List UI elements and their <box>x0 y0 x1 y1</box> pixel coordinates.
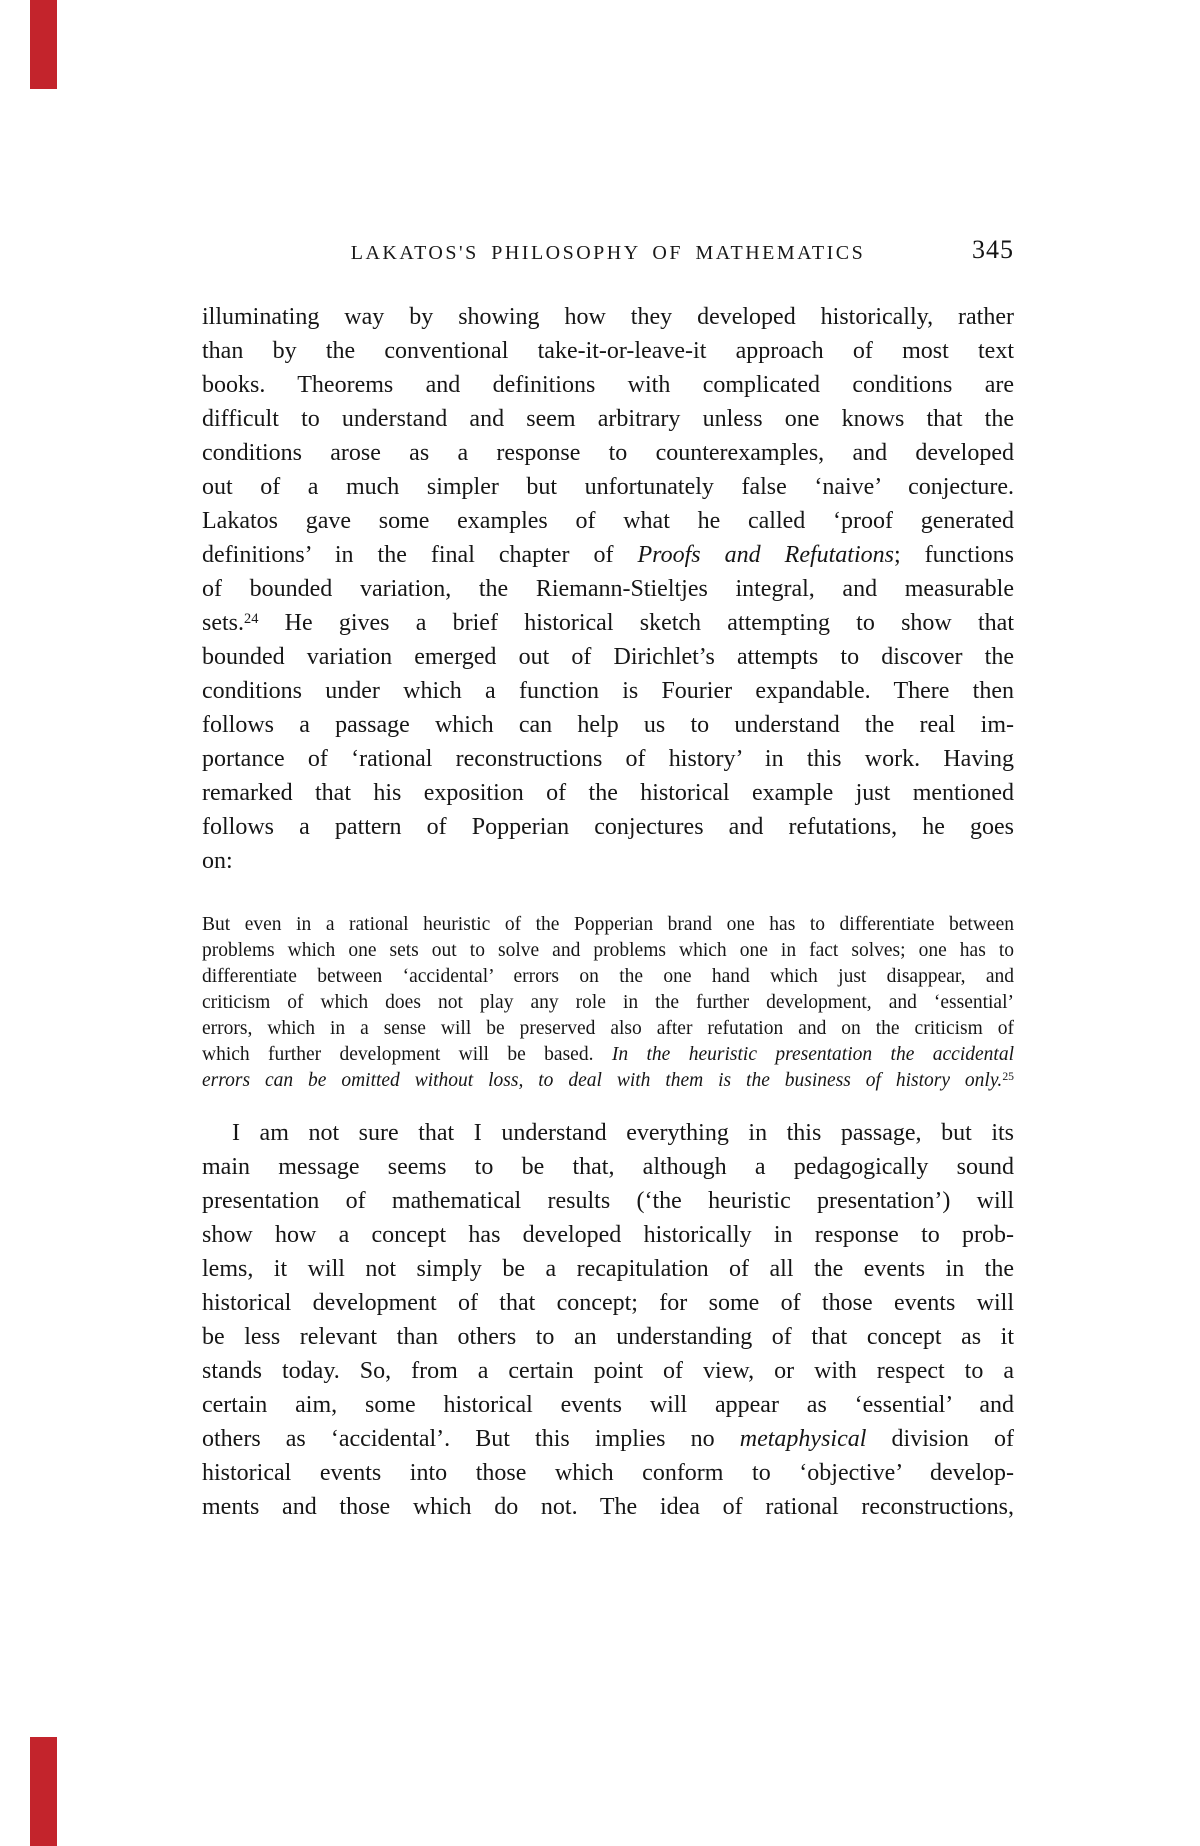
text-line <box>202 606 1014 640</box>
text-line <box>202 674 1014 708</box>
text-segment: main message seems to be that, although a pedagogically sound <box>202 1154 1014 1180</box>
text-segment: lems, it will not simply be a recapitulation of all the events in the <box>202 1256 1014 1282</box>
text-segment: bounded variation emerged out of Dirichlet’s attempts to discover the <box>202 644 1014 670</box>
text-segment: on: <box>202 848 233 874</box>
text-segment: presentation of mathematical results (‘the heuristic presentation’) will <box>202 1188 1014 1214</box>
text-segment: ; functions <box>893 542 1014 568</box>
text-line <box>202 708 1014 742</box>
text-line <box>202 1150 1014 1184</box>
text-segment: follows a pattern of Popperian conjectures and refutations, he goes <box>202 814 1014 840</box>
text-segment: portance of ‘rational reconstructions of history’ in this work. Having <box>202 746 1014 772</box>
book-title-italic: Proofs and Refutations <box>637 542 894 568</box>
page-number: 345 <box>972 235 1014 264</box>
text-segment: differentiate between ‘accidental’ errors on the one hand which just disappear, and <box>202 966 1014 987</box>
text-segment: show how a concept has developed historically in response to prob- <box>202 1222 1014 1248</box>
text-segment: Lakatos gave some examples of what he called ‘proof generated <box>202 508 1014 534</box>
footnote-marker-25: 25 <box>1002 1069 1014 1083</box>
text-line <box>202 1218 1014 1252</box>
footnote-marker-24: 24 <box>244 610 259 627</box>
italic-emphasis: errors can be omitted without loss, to deal with them is the business of history only. <box>202 1070 1003 1091</box>
text-line <box>202 640 1014 674</box>
block-quote <box>202 912 1014 1094</box>
text-segment: books. Theorems and definitions with complicated conditions are <box>202 372 1014 398</box>
italic-emphasis: metaphysical <box>739 1426 867 1452</box>
text-line <box>202 742 1014 776</box>
italic-emphasis: In the heuristic presentation the accidental <box>611 1044 1014 1065</box>
text-line <box>202 1490 1014 1524</box>
text-line <box>202 300 1014 334</box>
running-header <box>202 235 1014 274</box>
text-segment: certain aim, some historical events will appear as ‘essential’ and <box>202 1392 1014 1418</box>
text-segment: out of a much simpler but unfortunately false ‘naive’ conjecture. <box>202 474 1014 500</box>
text-segment: stands today. So, from a certain point of view, or with respect to a <box>202 1358 1014 1384</box>
text-line <box>202 1320 1014 1354</box>
text-line <box>202 1422 1014 1456</box>
text-line <box>202 436 1014 470</box>
text-segment: But even in a rational heuristic of the Popperian brand one has to differentiate between <box>202 914 1014 935</box>
quote-line <box>202 912 1014 938</box>
text-segment: historical events into those which conform to ‘objective’ develop- <box>202 1460 1014 1486</box>
text-segment: definitions’ in the final chapter of <box>202 542 638 568</box>
text-line <box>202 810 1014 844</box>
text-segment: errors, which in a sense will be preserved also after refutation and on the criticism of <box>202 1018 1014 1039</box>
text-segment: of bounded variation, the Riemann-Stieltjes integral, and measurable <box>202 576 1014 602</box>
quote-line <box>202 990 1014 1016</box>
text-line <box>202 334 1014 368</box>
text-segment: ments and those which do not. The idea of rational reconstructions, <box>202 1494 1014 1520</box>
text-segment: I am not sure that I understand everything in this passage, but its <box>232 1120 1014 1146</box>
text-segment: than by the conventional take-it-or-leave-it approach of most text <box>202 338 1014 364</box>
text-line <box>202 1286 1014 1320</box>
text-line <box>202 1388 1014 1422</box>
text-line <box>202 1354 1014 1388</box>
text-line <box>202 1456 1014 1490</box>
quote-line <box>202 1042 1014 1068</box>
quote-line <box>202 938 1014 964</box>
text-segment: He gives a brief historical sketch attempting to show that <box>258 610 1014 636</box>
text-line <box>202 776 1014 810</box>
red-scan-artifact-top <box>30 0 57 89</box>
quote-line <box>202 964 1014 990</box>
text-segment: remarked that his exposition of the historical example just mentioned <box>202 780 1014 806</box>
text-line <box>202 402 1014 436</box>
running-title: LAKATOS'S PHILOSOPHY OF MATHEMATICS <box>350 242 866 264</box>
text-segment: sets. <box>202 610 244 636</box>
text-segment: others as ‘accidental’. But this implies no <box>202 1426 740 1452</box>
text-segment: criticism of which does not play any role in the further development, and ‘essential’ <box>202 992 1014 1013</box>
text-segment: division of <box>866 1426 1014 1452</box>
quote-line <box>202 1068 1014 1094</box>
paragraph-2 <box>202 1116 1014 1524</box>
text-line <box>202 844 1014 878</box>
text-line <box>202 1252 1014 1286</box>
text-line <box>202 470 1014 504</box>
quote-line <box>202 1016 1014 1042</box>
red-scan-artifact-bottom <box>30 1737 57 1846</box>
text-segment: conditions under which a function is Fourier expandable. There then <box>202 678 1014 704</box>
text-segment: be less relevant than others to an understanding of that concept as it <box>202 1324 1014 1350</box>
text-segment: which further development will be based. <box>202 1044 612 1065</box>
text-line <box>202 504 1014 538</box>
text-line <box>202 538 1014 572</box>
text-line <box>202 572 1014 606</box>
text-line <box>202 1116 1014 1150</box>
text-segment: historical development of that concept; for some of those events will <box>202 1290 1014 1316</box>
text-segment: follows a passage which can help us to understand the real im- <box>202 712 1014 738</box>
text-segment: conditions arose as a response to counterexamples, and developed <box>202 440 1014 466</box>
text-line <box>202 368 1014 402</box>
paragraph-continuation <box>202 300 1014 878</box>
text-line <box>202 1184 1014 1218</box>
text-segment: difficult to understand and seem arbitrary unless one knows that the <box>202 406 1014 432</box>
text-segment: illuminating way by showing how they developed historically, rather <box>202 304 1014 330</box>
text-segment: problems which one sets out to solve and problems which one in fact solves; one has to <box>202 940 1014 961</box>
